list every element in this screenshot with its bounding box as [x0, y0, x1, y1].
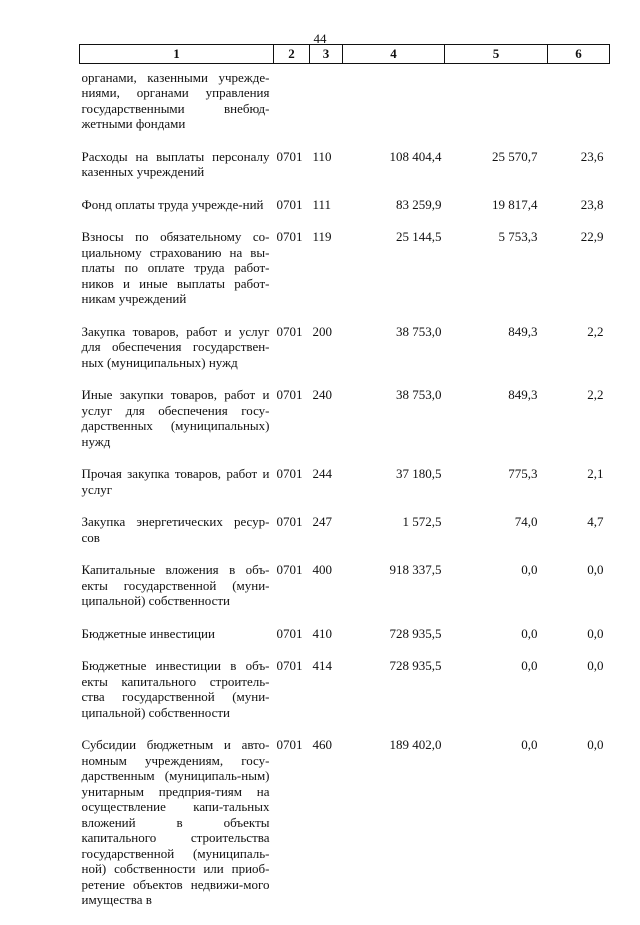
- row-percent-value: 0,0: [587, 737, 604, 752]
- row-plan-value: 25 144,5: [396, 229, 442, 244]
- table-row: [80, 149, 610, 197]
- table-row: [80, 229, 610, 324]
- row-section-code: 0701: [276, 323, 303, 339]
- row-percent-value: 23,6: [580, 148, 604, 164]
- row-actual-value: 19 817,4: [492, 196, 538, 212]
- row-section-code: 0701: [276, 196, 303, 212]
- row-percent-value: 2,2: [587, 387, 604, 402]
- row-section-code: 0701: [276, 737, 303, 752]
- row-section-code: 0701: [276, 229, 303, 244]
- row-section-code: 0701: [276, 514, 303, 529]
- row-name: Прочая закупка товаров, работ и услуг: [81, 466, 270, 497]
- header-cell-5: 5: [445, 45, 548, 64]
- row-actual-value: 74,0: [514, 514, 538, 529]
- row-percent-value: 0,0: [587, 562, 604, 577]
- row-expense-type-code: 111: [312, 196, 332, 212]
- header-cell-1: 1: [80, 45, 274, 64]
- row-name: Иные закупки товаров, работ и услуг для обеспечения госу-дарственных (муниципальных) нужд: [81, 387, 270, 449]
- row-expense-type-code: 410: [312, 625, 332, 641]
- table-row: [80, 387, 610, 466]
- table-row: [80, 514, 610, 562]
- row-actual-value: 0,0: [521, 737, 538, 752]
- row-plan-value: 918 337,5: [389, 562, 442, 577]
- row-name: органами, казенными учрежде-ниями, органами управления государственными внебюд-жетными фондами: [81, 69, 270, 131]
- row-expense-type-code: 460: [312, 737, 332, 752]
- row-plan-value: 83 259,9: [396, 196, 442, 212]
- row-plan-value: 728 935,5: [389, 625, 442, 641]
- header-cell-2: 2: [274, 45, 310, 64]
- row-actual-value: 25 570,7: [492, 148, 538, 164]
- row-actual-value: [445, 63, 548, 149]
- row-section-code: 0701: [276, 562, 303, 577]
- row-expense-type-code: 200: [312, 323, 332, 339]
- row-plan-value: 189 402,0: [389, 737, 442, 752]
- table-row: [80, 324, 610, 388]
- row-name: Субсидии бюджетным и авто-номным учреждениям, госу-дарственным (муниципаль-ным) унитарным предприя-тиям на осуществление капи-тальных вложений в объекты капитального строительства государственной (муниципаль-ной) собственности или приоб-ретение объектов недвижи-мого имущества в: [81, 737, 270, 907]
- row-expense-type-code: 240: [312, 387, 332, 402]
- page-number: 44: [313, 31, 327, 46]
- table-row: [80, 63, 610, 149]
- row-plan-value: 38 753,0: [396, 387, 442, 402]
- row-section-code: 0701: [276, 466, 303, 481]
- row-expense-type-code: 244: [312, 466, 332, 481]
- header-row: [80, 45, 610, 64]
- table-row: [80, 466, 610, 514]
- row-percent-value: [548, 63, 610, 149]
- row-name: Закупка энергетических ресур-сов: [81, 514, 270, 545]
- row-expense-type-code: 414: [312, 658, 332, 673]
- row-percent-value: 2,1: [587, 466, 604, 481]
- row-expense-type-code: [310, 63, 343, 149]
- table-row: [80, 737, 610, 925]
- row-percent-value: 2,2: [587, 323, 604, 339]
- row-expense-type-code: 247: [312, 514, 332, 529]
- row-section-code: 0701: [276, 148, 303, 164]
- table-row: [80, 658, 610, 737]
- row-name: Бюджетные инвестиции в объ-екты капитального строитель-ства государственной (муни-ципальной) собственности: [81, 658, 270, 720]
- table-row: [80, 197, 610, 230]
- row-actual-value: 0,0: [521, 562, 538, 577]
- table-row: [80, 562, 610, 626]
- header-cell-4: 4: [343, 45, 445, 64]
- row-plan-value: 37 180,5: [396, 466, 442, 481]
- row-name: Взносы по обязательному со-циальному страхованию на вы-платы по оплате труда работ-ников и иные выплаты работ-никам учреждений: [81, 229, 270, 306]
- row-actual-value: 849,3: [508, 387, 538, 402]
- row-percent-value: 0,0: [587, 658, 604, 673]
- row-plan-value: 1 572,5: [402, 514, 442, 529]
- row-section-code: 0701: [276, 625, 303, 641]
- row-percent-value: 4,7: [587, 514, 604, 529]
- row-expense-type-code: 400: [312, 562, 332, 577]
- row-section-code: [274, 63, 310, 149]
- row-name: Бюджетные инвестиции: [81, 625, 215, 641]
- row-expense-type-code: 110: [312, 148, 332, 164]
- row-plan-value: 38 753,0: [396, 323, 442, 339]
- row-plan-value: 728 935,5: [389, 658, 442, 673]
- row-actual-value: 0,0: [521, 658, 538, 673]
- row-name: Расходы на выплаты персоналу казенных учреждений: [81, 148, 270, 179]
- row-plan-value: [343, 63, 445, 149]
- row-actual-value: 775,3: [508, 466, 538, 481]
- header-cell-6: 6: [548, 45, 610, 64]
- row-section-code: 0701: [276, 387, 303, 402]
- row-plan-value: 108 404,4: [389, 148, 442, 164]
- row-actual-value: 5 753,3: [498, 229, 538, 244]
- row-percent-value: 23,8: [580, 196, 604, 212]
- row-expense-type-code: 119: [312, 229, 332, 244]
- row-percent-value: 22,9: [580, 229, 604, 244]
- row-percent-value: 0,0: [587, 625, 604, 641]
- budget-table: [79, 44, 610, 925]
- row-name: Капитальные вложения в объ-екты государственной (муни-ципальной) собственности: [81, 562, 270, 608]
- row-actual-value: 849,3: [508, 323, 538, 339]
- row-section-code: 0701: [276, 658, 303, 673]
- row-name: Закупка товаров, работ и услуг для обеспечения государствен-ных (муниципальных) нужд: [81, 323, 270, 370]
- row-actual-value: 0,0: [521, 625, 538, 641]
- header-cell-3: 3: [310, 45, 343, 64]
- row-name: Фонд оплаты труда учрежде-ний: [81, 196, 264, 212]
- table-row: [80, 626, 610, 659]
